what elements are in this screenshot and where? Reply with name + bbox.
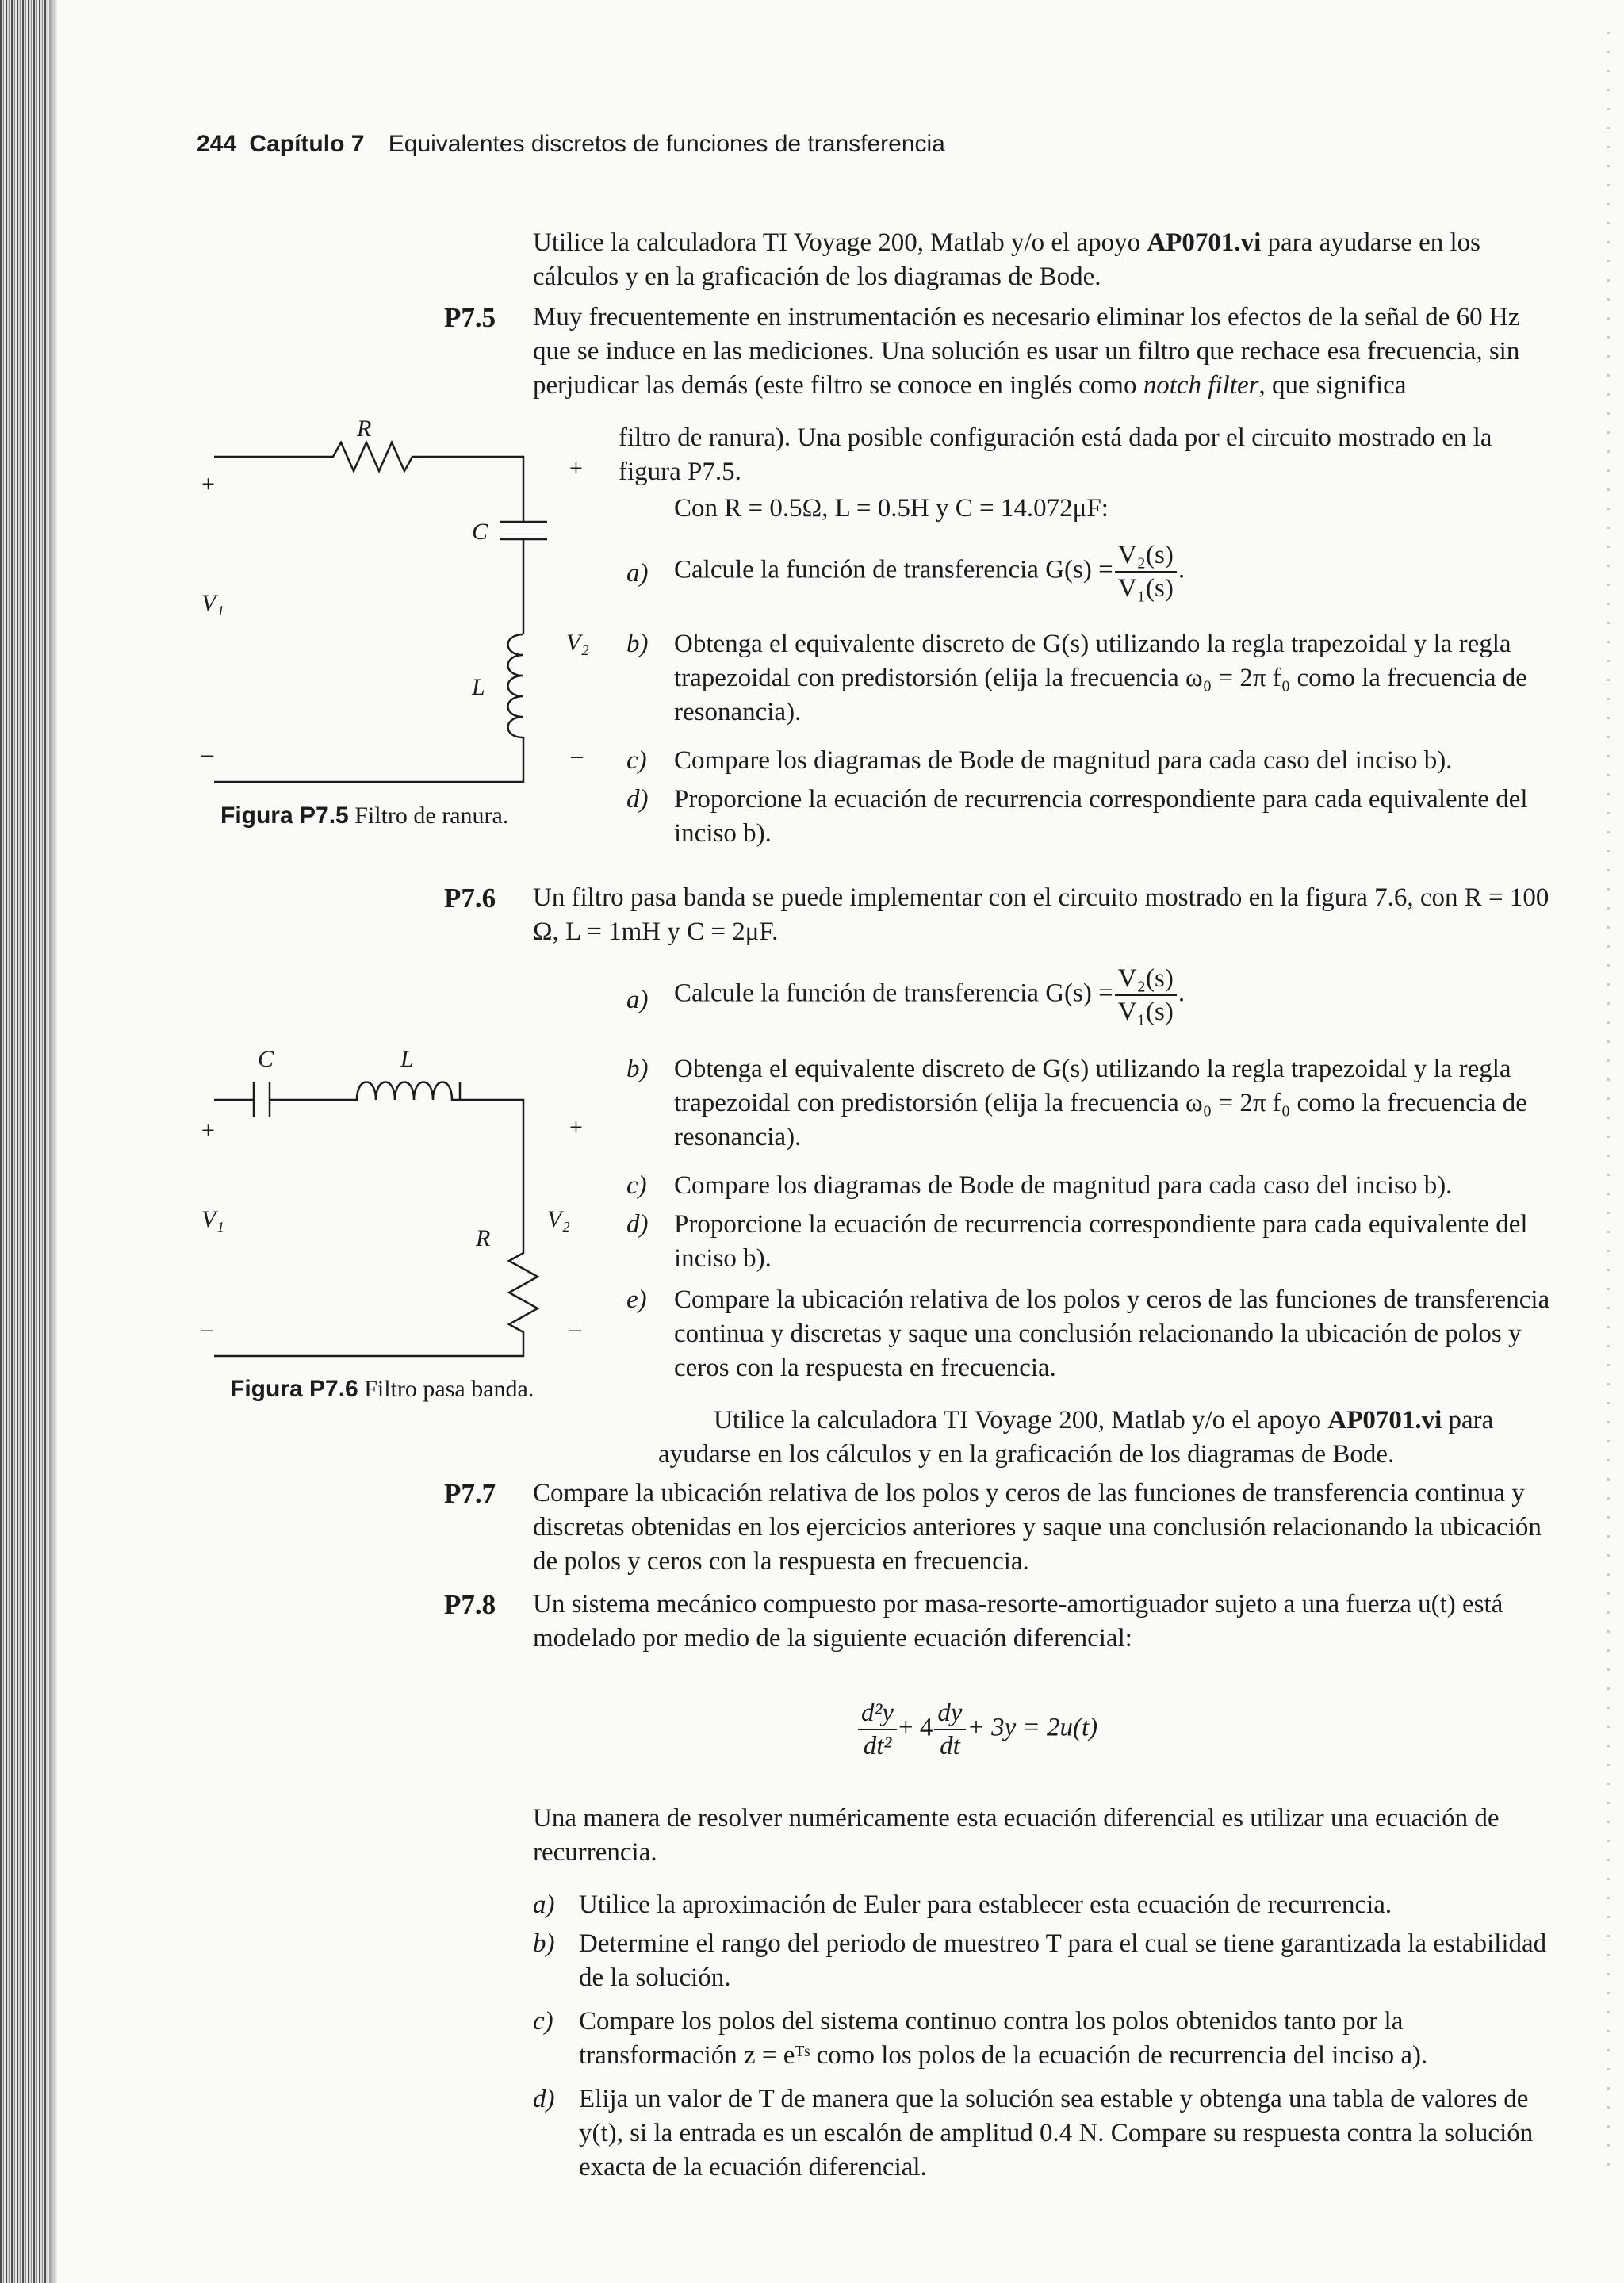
fig76-label-r: R [476, 1225, 491, 1251]
scan-edge-shadow [49, 0, 57, 2283]
p76-item-letter-c: c) [626, 1171, 647, 1200]
p78-item-letter-b: b) [533, 1929, 555, 1958]
p76-item-letter-e: e) [626, 1285, 647, 1314]
p78-item-b: Determine el rango del periodo de muestreo T para el cual se tiene garantizada la estabilidad de la solución. [579, 1929, 1547, 1992]
page-header [197, 131, 945, 158]
chapter-title: Equivalentes discretos de funciones de transferencia [388, 131, 945, 157]
notch-term: notch filter [1143, 371, 1259, 400]
p76-item-letter-d: d) [626, 1210, 649, 1239]
scan-edge-left [0, 0, 49, 2283]
problem-label-p75: P7.5 [444, 302, 496, 333]
p76-item-d: Proporcione la ecuación de recurrencia correspondiente para cada equivalente del inciso b). [674, 1210, 1528, 1273]
p75-text-wide: Muy frecuentemente en instrumentación es necesario eliminar los efectos de la señal de 60 Hz que se induce en las mediciones. Una solución es usar un filtro que rechace esa frecuencia, sin perjudicar las demás (este filtro se conoce en inglés como notch filter, que significa [533, 303, 1520, 400]
p77-text: Compare la ubicación relativa de los polos y ceros de las funciones de transferencia continua y discretas obtenidas en los ejercicios anteriores y saque una conclusión relacionando la ubicación de polos y ceros con la respuesta en frecuencia. [533, 1479, 1542, 1576]
transfer-fraction: $\frac{\text{V₂(s)}}{\text{V₁(s)}}$ [1115, 539, 1177, 604]
fig76-minus-right: – [569, 1316, 581, 1342]
fig75-label-c: C [472, 519, 488, 545]
p78-item-letter-c: c) [533, 2007, 553, 2036]
p75-text-narrow: filtro de ranura). Una posible configuración está dada por el circuito mostrado en la figura P7.5. [619, 423, 1492, 486]
inductor-l-icon [349, 1082, 460, 1101]
page-number: 244 [197, 131, 237, 157]
p75-item-letter-c: c) [626, 746, 647, 775]
intro-paragraph: Utilice la calculadora TI Voyage 200, Matlab y/o el apoyo AP0701.vi para ayudarse en los cálculos y en la graficación de los diagramas de Bode. [533, 228, 1480, 291]
p78-text: Un sistema mecánico compuesto por masa-resorte-amortiguador sujeto a una fuerza u(t) está modelado por medio de la siguiente ecuación diferencial: [533, 1590, 1503, 1653]
scan-edge-right [1607, 32, 1610, 2173]
bandpass-filter-circuit [190, 1043, 619, 1376]
capacitor-c-icon [254, 1082, 270, 1117]
p76-item-letter-b: b) [626, 1055, 649, 1083]
problem-label-p77: P7.7 [444, 1478, 496, 1509]
p75-values: Con R = 0.5Ω, L = 0.5H y C = 14.072μF: [674, 494, 1109, 523]
p75-item-b: Obtenga el equivalente discreto de G(s) utilizando la regla trapezoidal y la regla trapezoidal con predistorsión (elija la frecuencia ω₀ = 2π f₀ como la frecuencia de resonancia). [674, 630, 1527, 726]
fig76-plus-right: + [569, 1114, 583, 1140]
fig76-label-l: L [400, 1046, 414, 1072]
p75-item-a: Calcule la función de transferencia G(s) = $\frac{\text{V₂(s)}}{\text{V₁(s)}}$ . [674, 541, 1185, 603]
p76-outro: Utilice la calculadora TI Voyage 200, Matlab y/o el apoyo AP0701.vi para ayudarse en los cálculos y en la graficación de los diagramas de Bode. [658, 1406, 1494, 1469]
code-ref: AP0701.vi [1147, 228, 1262, 257]
problem-label-p78: P7.8 [444, 1589, 496, 1620]
fig75-label-v2: V₂ [566, 630, 589, 656]
fig75-plus-right: + [569, 455, 583, 481]
fig75-plus-left: + [201, 471, 215, 497]
inductor-l-icon [508, 539, 524, 737]
fig76-label-c: C [258, 1046, 274, 1072]
fig76-label-v2: V₂ [547, 1206, 570, 1232]
p78-item-letter-d: d) [533, 2085, 555, 2113]
p75-item-letter-a: a) [626, 559, 649, 588]
capacitor-c-icon [500, 522, 547, 539]
fig76-plus-left: + [201, 1117, 215, 1143]
figure-caption-p76: Figura P7.6 Filtro pasa banda. [230, 1376, 534, 1402]
figure-caption-p75: Figura P7.5 Filtro de ranura. [220, 802, 509, 829]
fig75-minus-left: – [201, 741, 213, 767]
transfer-fraction-p76: $\frac{\text{V₂(s)}}{\text{V₁(s)}}$ [1115, 963, 1177, 1028]
fig75-label-r: R [357, 416, 372, 442]
p76-item-e: Compare la ubicación relativa de los polos y ceros de las funciones de transferencia continua y discretas y saque una conclusión relacionando la ubicación de polos y ceros con la respuesta en frecuencia. [674, 1285, 1550, 1382]
p76-item-b: Obtenga el equivalente discreto de G(s) utilizando la regla trapezoidal y la regla trapezoidal con predistorsión (elija la frecuencia ω₀ = 2π f₀ como la frecuencia de resonancia). [674, 1055, 1527, 1151]
fig75-label-l: L [472, 674, 485, 700]
p76-item-letter-a: a) [626, 986, 649, 1014]
code-ref-2: AP0701.vi [1327, 1406, 1442, 1435]
p78-after: Una manera de resolver numéricamente esta ecuación diferencial es utilizar una ecuación de recurrencia. [533, 1804, 1500, 1867]
p75-item-letter-d: d) [626, 785, 649, 814]
fig75-label-v1: V₁ [201, 590, 224, 616]
p76-item-a: Calcule la función de transferencia G(s) = $\frac{\text{V₂(s)}}{\text{V₁(s)}}$ . [674, 964, 1185, 1026]
fig76-label-v1: V₁ [201, 1206, 224, 1232]
p78-item-a: Utilice la aproximación de Euler para establecer esta ecuación de recurrencia. [579, 1890, 1392, 1919]
problem-label-p76: P7.6 [444, 883, 496, 914]
p75-item-letter-b: b) [626, 630, 649, 658]
p75-item-c: Compare los diagramas de Bode de magnitud para cada caso del inciso b). [674, 746, 1453, 775]
p75-item-d: Proporcione la ecuación de recurrencia correspondiente para cada equivalente del inciso b). [674, 785, 1528, 848]
chapter-label: Capítulo 7 [249, 131, 365, 157]
p78-item-c: Compare los polos del sistema continuo contra los polos obtenidos tanto por la transformación z = eᵀˢ como los polos de la ecuación de recurrencia del inciso a). [579, 2007, 1428, 2070]
resistor-r-icon [214, 442, 523, 522]
notch-filter-circuit [190, 412, 619, 785]
differential-equation: $\frac{\text{d²y}}{\text{dt²}}$ + 4 $\frac{dy}{dt}$ + 3y = 2u(t) [856, 1697, 1097, 1762]
p76-text: Un filtro pasa banda se puede implementar con el circuito mostrado en la figura 7.6, con R = 100 Ω, L = 1mH y C = 2μF. [533, 883, 1549, 946]
p78-item-d: Elija un valor de T de manera que la solución sea estable y obtenga una tabla de valores de y(t), si la entrada es un escalón de amplitud 0.4 N. Compare su respuesta contra la solución exacta de la ecuación diferencial. [579, 2085, 1534, 2181]
p76-item-c: Compare los diagramas de Bode de magnitud para cada caso del inciso b). [674, 1171, 1453, 1200]
fig76-minus-left: – [201, 1316, 213, 1342]
p78-item-letter-a: a) [533, 1890, 555, 1919]
fig75-minus-right: – [571, 742, 583, 768]
